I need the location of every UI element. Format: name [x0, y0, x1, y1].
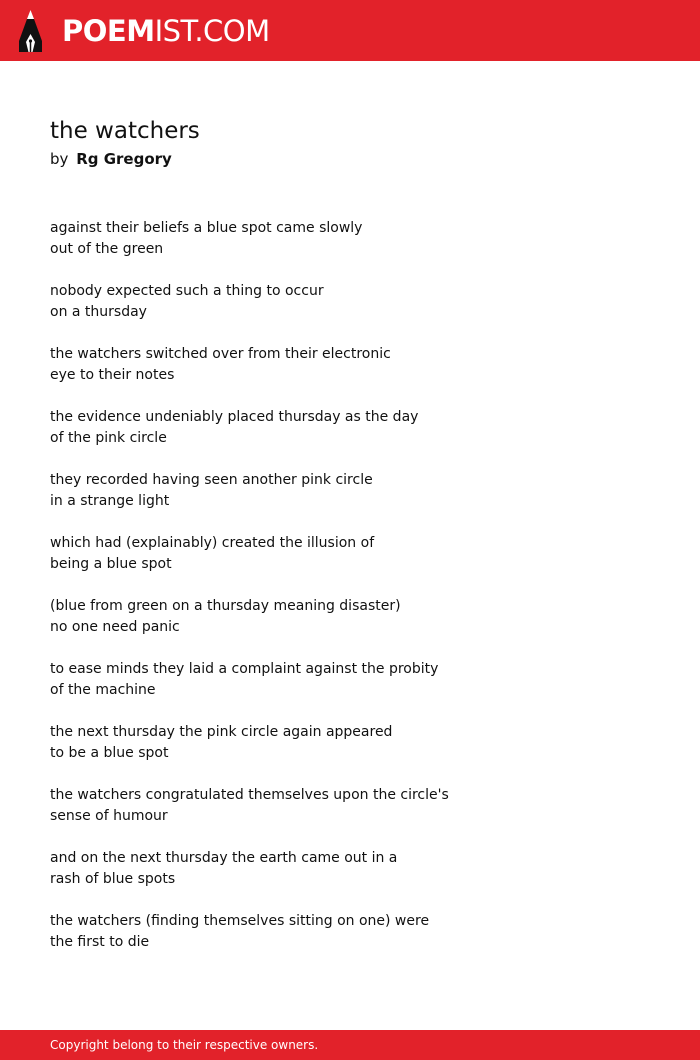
stanza [50, 722, 650, 764]
poem-line: rash of blue spots [50, 871, 176, 887]
poem-line: the first to die [50, 934, 150, 950]
stanza [50, 533, 650, 575]
logo-bold-part: POEM [62, 14, 155, 48]
stanza [50, 659, 650, 701]
poem-line: of the pink circle [50, 430, 167, 446]
poem-line: eye to their notes [50, 367, 175, 383]
stanza [50, 848, 650, 890]
poem-line: to be a blue spot [50, 745, 169, 761]
stanza [50, 470, 650, 512]
stanza [50, 281, 650, 323]
byline [50, 148, 172, 170]
poem-line: (blue from green on a thursday meaning disaster) [50, 598, 401, 614]
site-logo-text [62, 9, 270, 53]
poem-line: and on the next thursday the earth came out in a [50, 850, 398, 866]
poem-line: they recorded having seen another pink circle [50, 472, 373, 488]
poem-line: being a blue spot [50, 556, 172, 572]
stanza [50, 596, 650, 638]
stanza [50, 407, 650, 449]
poem-line: against their beliefs a blue spot came slowly [50, 220, 363, 236]
poem-line: which had (explainably) created the illusion of [50, 535, 375, 551]
footer-bar [0, 1030, 700, 1060]
poem-line: out of the green [50, 241, 164, 257]
poem-line: the next thursday the pink circle again appeared [50, 724, 393, 740]
poem-line: to ease minds they laid a complaint against the probity [50, 661, 439, 677]
poem-line: in a strange light [50, 493, 170, 509]
poem-line: the watchers congratulated themselves upon the circle's [50, 787, 449, 803]
poem-line: no one need panic [50, 619, 180, 635]
stanza [50, 344, 650, 386]
logo-light-part: IST.COM [154, 14, 270, 48]
poem-line: on a thursday [50, 304, 147, 320]
poem-line: nobody expected such a thing to occur [50, 283, 324, 299]
pen-nib-icon [18, 10, 43, 52]
stanza [50, 911, 650, 953]
copyright-text: Copyright belong to their respective owners. [50, 1038, 319, 1052]
header-bar [0, 0, 700, 61]
poem-line: the evidence undeniably placed thursday as the day [50, 409, 419, 425]
site-logo-link[interactable] [18, 9, 270, 53]
stanza [50, 785, 650, 827]
poem-line: sense of humour [50, 808, 168, 824]
author-name[interactable]: Rg Gregory [76, 150, 172, 168]
poem-line: the watchers (finding themselves sitting on one) were [50, 913, 430, 929]
poem-title: the watchers [50, 118, 200, 144]
poem-line: the watchers switched over from their electronic [50, 346, 391, 362]
poem-body [50, 218, 650, 974]
stanza [50, 218, 650, 260]
by-label: by [50, 150, 69, 168]
poem-line: of the machine [50, 682, 156, 698]
